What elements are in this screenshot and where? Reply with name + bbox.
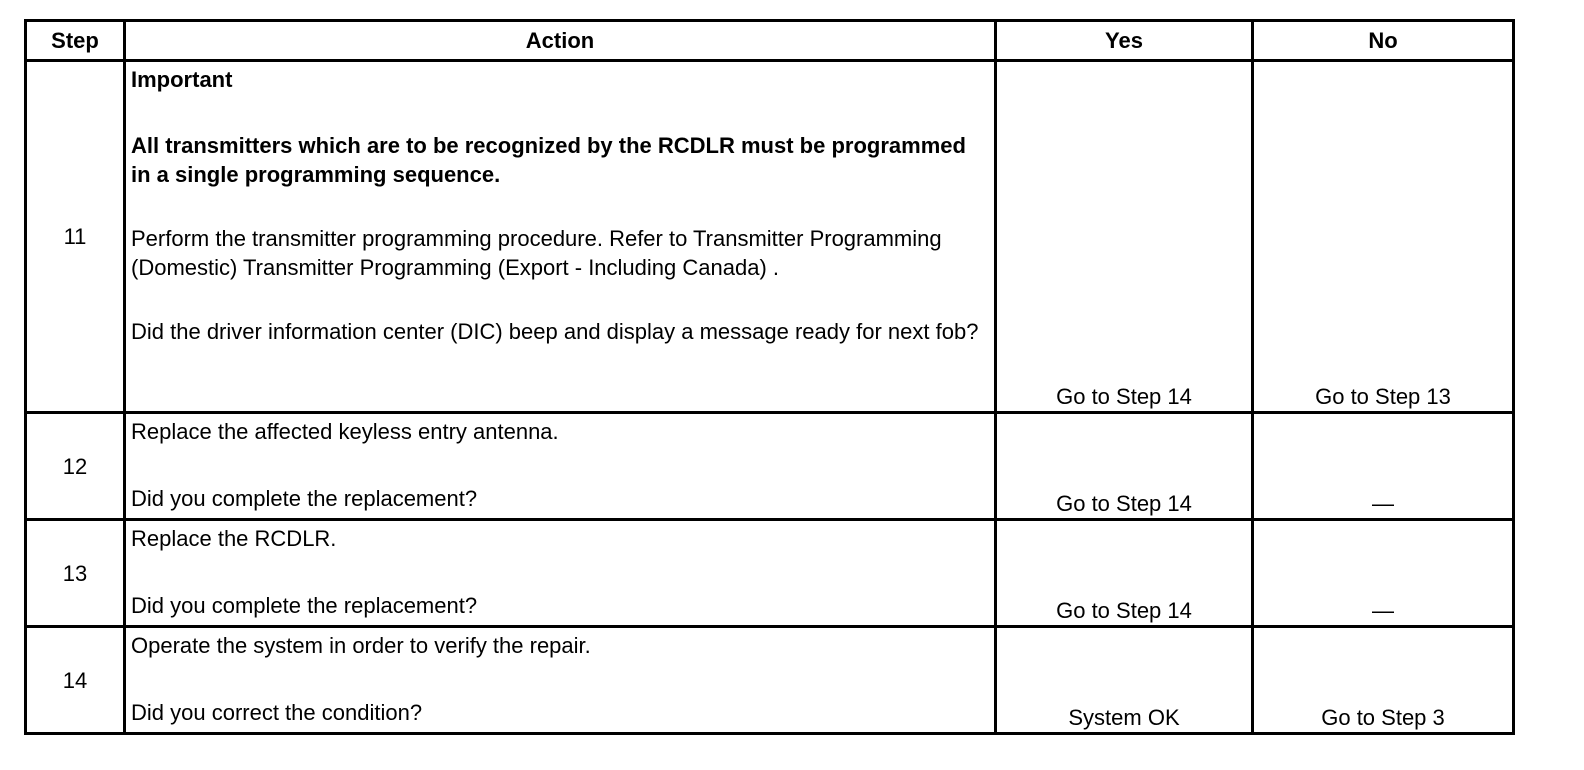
- question-text: Did the driver information center (DIC) beep and display a message ready for next fob?: [131, 319, 979, 344]
- header-action: Action: [125, 21, 996, 61]
- header-row: [26, 21, 1514, 61]
- no-outcome: —: [1253, 520, 1514, 627]
- no-outcome: —: [1253, 413, 1514, 520]
- diagnostic-table: [24, 19, 1515, 735]
- table-row: [26, 61, 1514, 413]
- step-number: 12: [26, 413, 125, 520]
- header-step: Step: [26, 21, 125, 61]
- action-cell: [125, 413, 996, 520]
- instruction-text: Operate the system in order to verify the repair.: [131, 633, 591, 658]
- instruction-text: Replace the affected keyless entry antenna.: [131, 419, 559, 444]
- yes-outcome: Go to Step 14: [996, 413, 1253, 520]
- question-text: Did you complete the replacement?: [131, 593, 478, 618]
- header-yes: Yes: [996, 21, 1253, 61]
- instruction-text: Replace the RCDLR.: [131, 526, 337, 551]
- action-cell: [125, 61, 996, 413]
- header-no: No: [1253, 21, 1514, 61]
- action-cell: [125, 627, 996, 734]
- step-number: 11: [26, 61, 125, 413]
- yes-outcome: Go to Step 14: [996, 520, 1253, 627]
- table-row: [26, 413, 1514, 520]
- question-text: Did you correct the condition?: [131, 700, 423, 725]
- table-row: [26, 627, 1514, 734]
- step-number: 14: [26, 627, 125, 734]
- important-text: All transmitters which are to be recognized by the RCDLR must be programmed in a single programming sequence.: [131, 133, 966, 187]
- no-outcome: Go to Step 13: [1253, 61, 1514, 413]
- action-cell: [125, 520, 996, 627]
- important-label: Important: [131, 67, 233, 92]
- step-number: 13: [26, 520, 125, 627]
- yes-outcome: Go to Step 14: [996, 61, 1253, 413]
- instruction-text: Perform the transmitter programming procedure. Refer to Transmitter Programming (Domestic) Transmitter Programming (Export - Including Canada) .: [131, 226, 942, 280]
- no-outcome: Go to Step 3: [1253, 627, 1514, 734]
- table-row: [26, 520, 1514, 627]
- question-text: Did you complete the replacement?: [131, 486, 478, 511]
- yes-outcome: System OK: [996, 627, 1253, 734]
